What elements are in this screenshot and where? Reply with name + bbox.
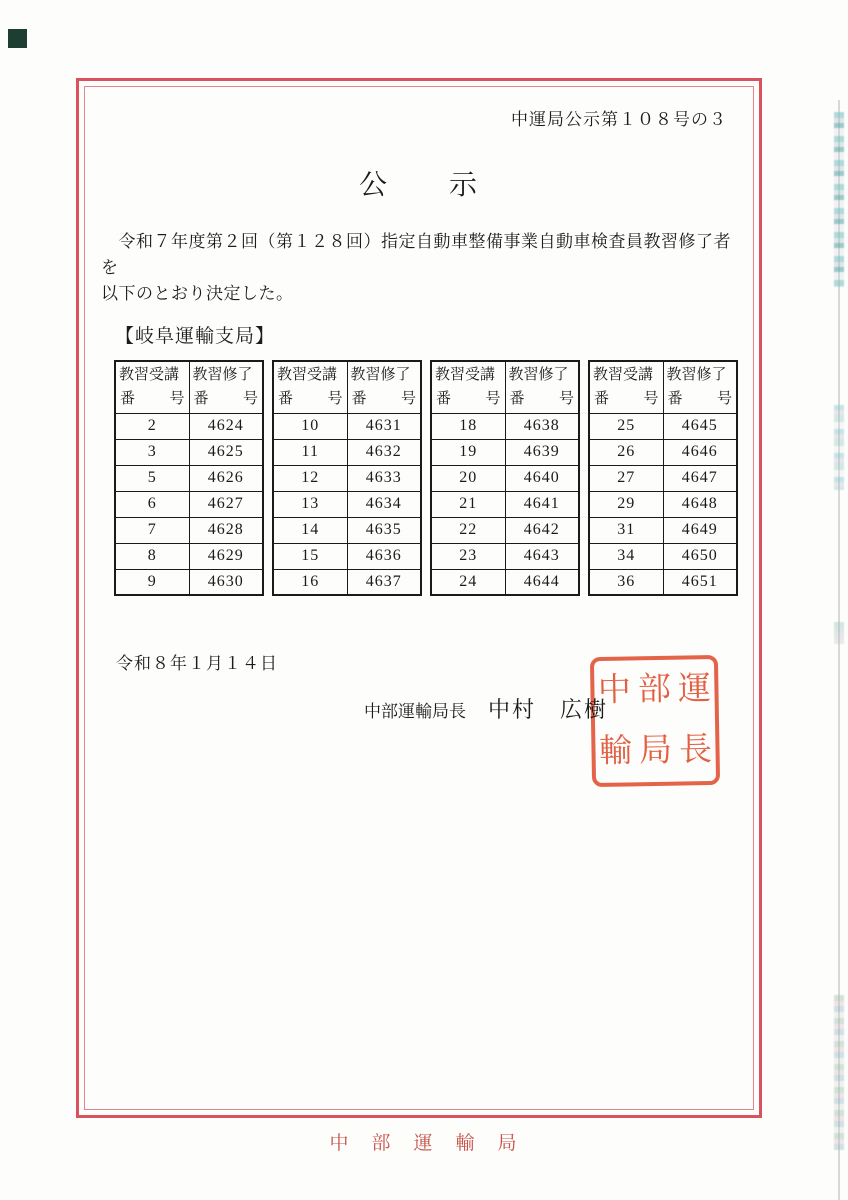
table-row [273, 517, 421, 543]
scan-color-streak [834, 622, 844, 644]
doc-number: 中運局公示第１０８号の３ [511, 110, 727, 129]
seal-char: 部 [637, 671, 672, 709]
table-row [431, 543, 579, 569]
course-no: 21 [431, 491, 505, 517]
cert-no: 4648 [663, 491, 737, 517]
seal-char: 局 [638, 732, 673, 770]
cert-no: 4643 [505, 543, 579, 569]
course-no: 18 [431, 413, 505, 439]
table-row [273, 413, 421, 439]
scan-color-streak [834, 405, 844, 490]
course-no: 24 [431, 569, 505, 595]
course-no: 22 [431, 517, 505, 543]
cert-no: 4651 [663, 569, 737, 595]
completion-tables [114, 360, 738, 596]
course-no: 34 [589, 543, 663, 569]
header-course-number: 教習受講 番 号 [431, 361, 505, 413]
body-line-1: 令和７年度第２回（第１２８回）指定自動車整備事業自動車検査員教習修了者を [101, 232, 731, 277]
table-row [273, 465, 421, 491]
course-no: 15 [273, 543, 347, 569]
completion-table-4 [588, 360, 738, 596]
course-no: 10 [273, 413, 347, 439]
course-no: 13 [273, 491, 347, 517]
course-no: 11 [273, 439, 347, 465]
cert-no: 4649 [663, 517, 737, 543]
course-no: 12 [273, 465, 347, 491]
cert-no: 4645 [663, 413, 737, 439]
course-no: 7 [115, 517, 189, 543]
table-row [115, 517, 263, 543]
signer-name: 中村 広樹 [488, 697, 609, 722]
cert-no: 4629 [189, 543, 263, 569]
table-row [115, 439, 263, 465]
course-no: 3 [115, 439, 189, 465]
table-row [431, 517, 579, 543]
cert-no: 4632 [347, 439, 421, 465]
table-row [589, 543, 737, 569]
table-header-row [589, 361, 737, 413]
table-row [431, 465, 579, 491]
cert-no: 4641 [505, 491, 579, 517]
cert-no: 4644 [505, 569, 579, 595]
signer-title: 中部運輸局長 [364, 702, 466, 721]
course-no: 36 [589, 569, 663, 595]
table-header-row [115, 361, 263, 413]
signature-row [364, 693, 608, 724]
seal-char: 運 [677, 671, 712, 708]
scan-color-streak [834, 112, 844, 287]
body-line-2: 以下のとおり決定した。 [101, 284, 294, 303]
cert-no: 4638 [505, 413, 579, 439]
scan-color-streak [834, 995, 844, 1150]
cert-no: 4650 [663, 543, 737, 569]
table-row [589, 517, 737, 543]
cert-no: 4642 [505, 517, 579, 543]
table-row [273, 491, 421, 517]
cert-no: 4640 [505, 465, 579, 491]
course-no: 20 [431, 465, 505, 491]
header-completion-number: 教習修了 番 号 [505, 361, 579, 413]
body-paragraph [101, 229, 741, 307]
cert-no: 4633 [347, 465, 421, 491]
table-row [431, 413, 579, 439]
table-row [273, 439, 421, 465]
completion-table-3 [430, 360, 580, 596]
course-no: 9 [115, 569, 189, 595]
official-red-seal [590, 655, 720, 787]
course-no: 2 [115, 413, 189, 439]
cert-no: 4647 [663, 465, 737, 491]
course-no: 26 [589, 439, 663, 465]
table-row [115, 491, 263, 517]
course-no: 29 [589, 491, 663, 517]
header-completion-number: 教習修了 番 号 [663, 361, 737, 413]
course-no: 5 [115, 465, 189, 491]
table-row [589, 465, 737, 491]
course-no: 16 [273, 569, 347, 595]
table-row [273, 543, 421, 569]
section-label-gifu: 【岐阜運輸支局】 [115, 326, 276, 347]
cert-no: 4626 [189, 465, 263, 491]
header-course-number: 教習受講 番 号 [589, 361, 663, 413]
header-course-number: 教習受講 番 号 [115, 361, 189, 413]
course-no: 19 [431, 439, 505, 465]
cert-no: 4634 [347, 491, 421, 517]
issue-date: 令和８年１月１４日 [116, 654, 278, 673]
document-red-frame [76, 78, 762, 1118]
seal-char: 長 [678, 732, 713, 769]
cert-no: 4631 [347, 413, 421, 439]
cert-no: 4637 [347, 569, 421, 595]
table-row [589, 569, 737, 595]
cert-no: 4635 [347, 517, 421, 543]
course-no: 31 [589, 517, 663, 543]
table-row [273, 569, 421, 595]
table-row [431, 439, 579, 465]
cert-no: 4639 [505, 439, 579, 465]
table-row [115, 413, 263, 439]
seal-char: 輸 [598, 733, 633, 770]
course-no: 27 [589, 465, 663, 491]
cert-no: 4628 [189, 517, 263, 543]
table-row [431, 569, 579, 595]
table-row [589, 491, 737, 517]
seal-char: 中 [597, 672, 632, 709]
footer-organization: 中 部 運 輸 局 [329, 1133, 519, 1154]
course-no: 23 [431, 543, 505, 569]
course-no: 25 [589, 413, 663, 439]
table-row [115, 465, 263, 491]
cert-no: 4630 [189, 569, 263, 595]
table-row [115, 569, 263, 595]
cert-no: 4624 [189, 413, 263, 439]
table-header-row [273, 361, 421, 413]
header-course-number: 教習受講 番 号 [273, 361, 347, 413]
table-row [589, 413, 737, 439]
cert-no: 4627 [189, 491, 263, 517]
table-row [431, 491, 579, 517]
header-completion-number: 教習修了 番 号 [189, 361, 263, 413]
course-no: 6 [115, 491, 189, 517]
page-title: 公 示 [358, 170, 479, 201]
cert-no: 4636 [347, 543, 421, 569]
completion-table-2 [272, 360, 422, 596]
header-completion-number: 教習修了 番 号 [347, 361, 421, 413]
completion-table-1 [114, 360, 264, 596]
table-row [589, 439, 737, 465]
course-no: 14 [273, 517, 347, 543]
table-header-row [431, 361, 579, 413]
table-row [115, 543, 263, 569]
cert-no: 4646 [663, 439, 737, 465]
scan-corner-artifact [8, 29, 27, 48]
course-no: 8 [115, 543, 189, 569]
cert-no: 4625 [189, 439, 263, 465]
